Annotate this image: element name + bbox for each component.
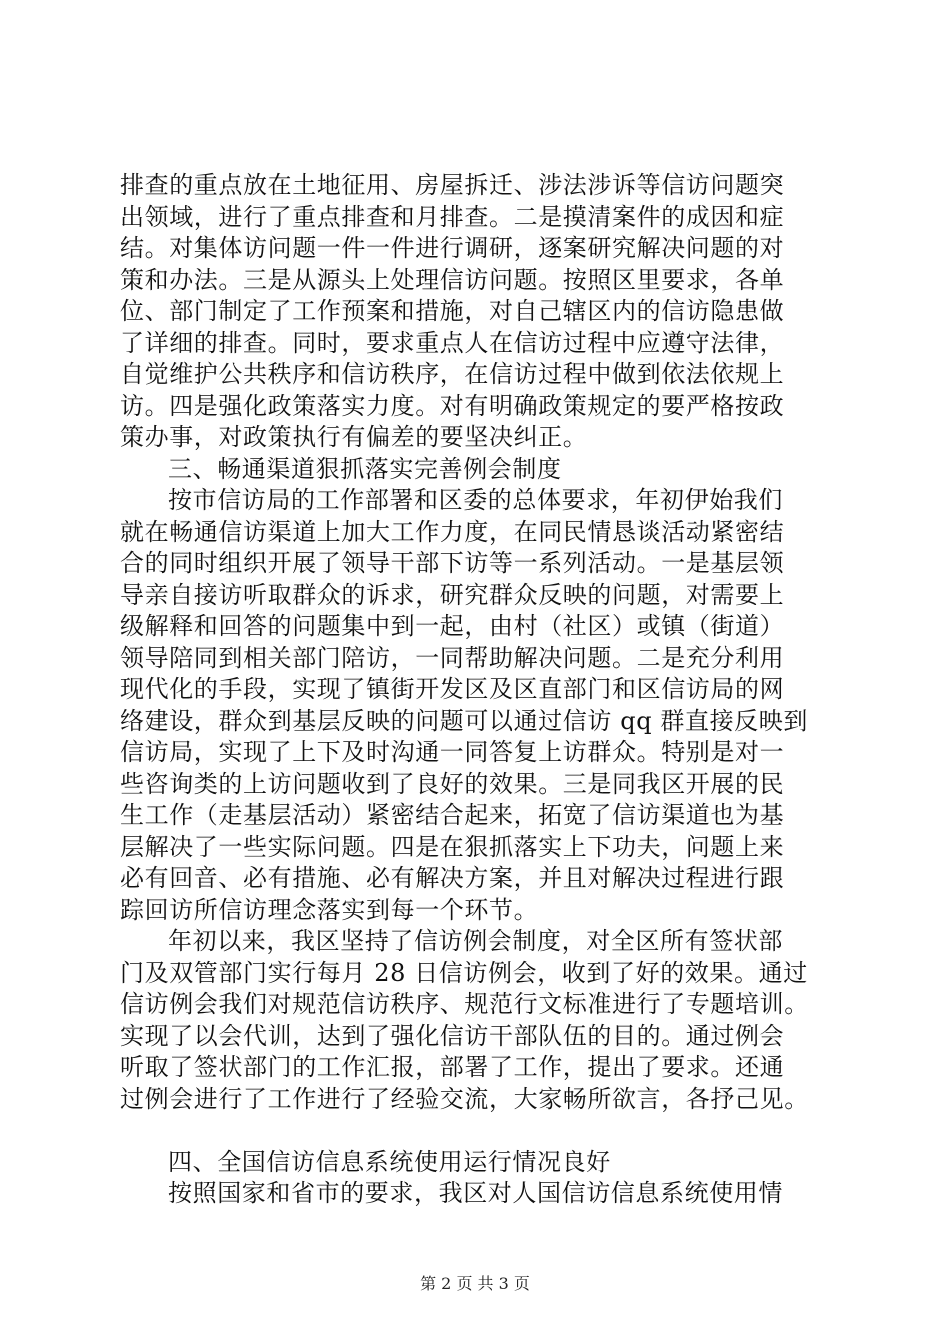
text-line: 生工作（走基层活动）紧密结合起来，拓宽了信访渠道也为基: [120, 801, 785, 829]
text-line: 领导陪同到相关部门陪访，一同帮助解决问题。二是充分利用: [120, 643, 785, 672]
text-line: 了详细的排查。同时，要求重点人在信访过程中应遵守法律，: [120, 328, 785, 357]
section-heading: 三、畅通渠道狠抓落实完善例会制度: [168, 454, 562, 483]
text-line: 信访局，实现了上下及时沟通一同答复上访群众。特别是对一: [120, 738, 785, 766]
text-line: 合的同时组织开展了领导干部下访等一系列活动。一是基层领: [120, 549, 785, 577]
text-line: 年初以来，我区坚持了信访例会制度，对全区所有签状部: [168, 927, 783, 955]
text-line: 信访例会我们对规范信访秩序、规范行文标准进行了专题培训。: [120, 990, 809, 1018]
section-heading: 四、全国信访信息系统使用运行情况良好: [168, 1147, 611, 1176]
page-footer: 第 2 页 共 3 页: [420, 1274, 530, 1293]
text-line: 访。四是强化政策落实力度。对有明确政策规定的要严格按政: [120, 391, 785, 420]
text-line: 位、部门制定了工作预案和措施，对自己辖区内的信访隐患做: [120, 297, 785, 325]
text-line: 络建设，群众到基层反映的问题可以通过信访 qq 群直接反映到: [120, 706, 808, 735]
document-body: [120, 170, 840, 1210]
text-line: 结。对集体访问题一件一件进行调研，逐案研究解决问题的对: [120, 234, 785, 262]
text-line: 按市信访局的工作部署和区委的总体要求，年初伊始我们: [168, 486, 783, 514]
text-line: 自觉维护公共秩序和信访秩序，在信访过程中做到依法依规上: [120, 360, 785, 388]
paragraph-2: [120, 485, 840, 926]
text-line: 门及双管部门实行每月 28 日信访例会，收到了好的效果。通过: [120, 958, 808, 987]
text-line: 些咨询类的上访问题收到了良好的效果。三是同我区开展的民: [120, 769, 785, 798]
text-line: 按照国家和省市的要求，我区对人国信访信息系统使用情: [168, 1179, 783, 1207]
text-line: 踪回访所信访理念落实到每一个环节。: [120, 895, 539, 924]
text-line: 策和办法。三是从源头上处理信访问题。按照区里要求，各单: [120, 265, 785, 294]
text-line: 导亲自接访听取群众的诉求，研究群众反映的问题，对需要上: [120, 580, 785, 609]
text-line: 出领域，进行了重点排查和月排查。二是摸清案件的成因和症: [120, 202, 785, 231]
text-line: 策办事，对政策执行有偏差的要坚决纠正。: [120, 423, 588, 451]
text-line: 排查的重点放在土地征用、房屋拆迁、涉法涉诉等信访问题突: [120, 171, 785, 199]
paragraph-1: [120, 170, 840, 454]
text-line: 就在畅通信访渠道上加大工作力度，在同民情恳谈活动紧密结: [120, 517, 785, 546]
section-heading-4: [120, 1147, 840, 1179]
paragraph-4: [120, 1178, 840, 1210]
text-line: 必有回音、必有措施、必有解决方案，并且对解决过程进行跟: [120, 864, 785, 892]
blank-line: [120, 1115, 840, 1147]
text-line: 听取了签状部门的工作汇报，部署了工作，提出了要求。还通: [120, 1053, 785, 1081]
text-line: 实现了以会代训，达到了强化信访干部队伍的目的。通过例会: [120, 1021, 785, 1050]
section-heading-3: [120, 454, 840, 486]
text-line: 过例会进行了工作进行了经验交流，大家畅所欲言，各抒己见。: [120, 1084, 809, 1113]
text-line: 现代化的手段，实现了镇街开发区及区直部门和区信访局的网: [120, 675, 785, 703]
text-line: 层解决了一些实际问题。四是在狠抓落实上下功夫，问题上来: [120, 832, 785, 861]
paragraph-3: [120, 926, 840, 1115]
text-line: 级解释和回答的问题集中到一起，由村（社区）或镇（街道）: [120, 612, 785, 640]
